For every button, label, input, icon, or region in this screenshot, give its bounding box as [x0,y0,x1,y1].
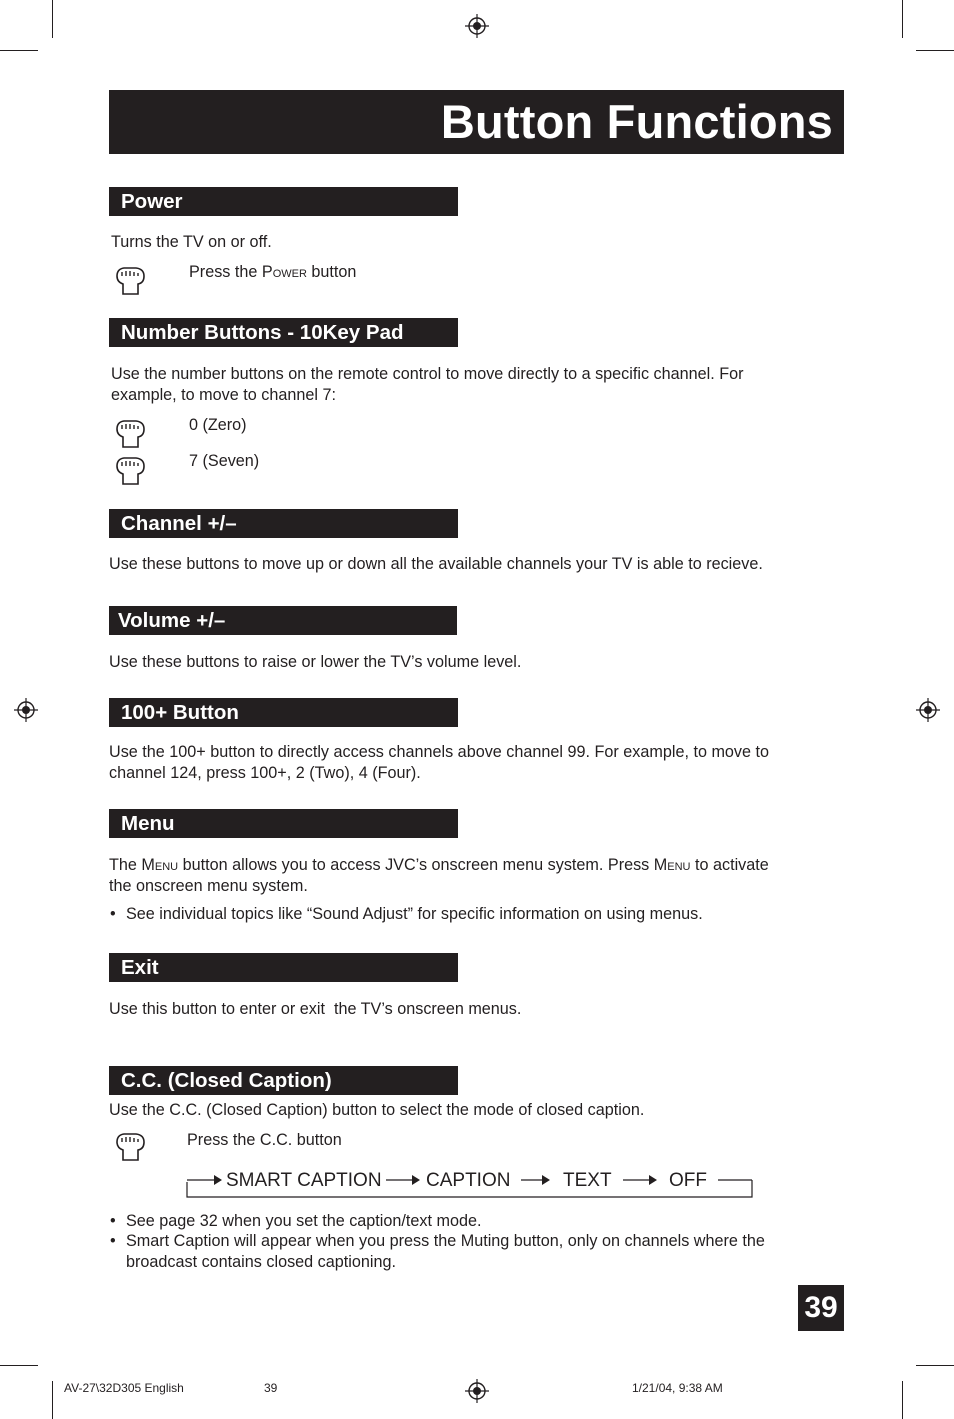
flow-step-caption: CAPTION [426,1170,511,1191]
power-step-post: button [306,263,357,281]
exit-description: Use this button to enter or exit the TV’s onscreen menus. [109,1000,522,1018]
footer-date: 1/21/04, 9:38 AM [632,1381,723,1395]
cc-bullet-2-line1: • Smart Caption will appear when you press the Muting button, only on channels where the [126,1231,765,1252]
number-step-seven: 7 (Seven) [189,452,260,470]
section-header-volume [109,606,457,635]
registration-mark-icon [465,14,489,38]
section-header-closed-caption [109,1066,458,1095]
flow-step-off: OFF [669,1170,707,1191]
section-header-menu [109,809,458,838]
section-title: Exit [121,956,159,979]
number-description-line1: Use the number buttons on the remote control to move directly to a specific channel. For [111,365,744,383]
power-button-name: Power [261,263,307,281]
section-title: Number Buttons - 10Key Pad [121,321,404,344]
page-number-badge [798,1285,844,1331]
flow-step-smart-caption: SMART CAPTION [226,1170,382,1191]
menu-description-line1 [109,855,769,876]
crop-mark [0,50,38,51]
crop-mark [52,1381,53,1419]
crop-mark [916,50,954,51]
cc-bullet-1: • See page 32 when you set the caption/text mode. [126,1211,481,1232]
registration-mark-icon [916,698,940,722]
cc-step: Press the C.C. button [187,1131,342,1149]
menu-text: button allows you to access JVC’s onscreen menu system. Press [178,856,654,874]
crop-mark [902,0,903,38]
menu-text: to activate [690,856,769,874]
menu-button-name: Menu [653,856,691,874]
pointing-finger-icon [114,1129,146,1163]
number-step-zero: 0 (Zero) [189,416,247,434]
section-title: Volume +/– [118,609,226,632]
section-header-power [109,187,458,216]
menu-bullet: • See individual topics like “Sound Adjust” for specific information on using menus. [126,904,703,925]
crop-mark [0,1365,38,1366]
menu-text: The [109,856,142,874]
pointing-finger-icon [114,263,146,297]
power-step-pre: Press the [189,263,262,281]
section-header-100-plus [109,698,458,727]
registration-mark-icon [14,698,38,722]
channel-description: Use these buttons to move up or down all the available channels your TV is able to recieve. [109,555,763,573]
crop-mark [916,1365,954,1366]
hundred-description-line2: channel 124, press 100+, 2 (Two), 4 (Four). [109,764,421,782]
crop-mark [52,0,53,38]
section-header-exit [109,953,458,982]
number-description-line2: example, to move to channel 7: [111,386,336,404]
crop-mark [902,1381,903,1419]
section-title: C.C. (Closed Caption) [121,1069,332,1092]
flow-step-text: TEXT [563,1170,612,1191]
page-title: Button Functions [440,95,833,148]
hundred-description-line1: Use the 100+ button to directly access channels above channel 99. For example, to move to [109,743,770,761]
cc-bullet-2-line2: broadcast contains closed captioning. [126,1253,396,1271]
menu-description-line2: the onscreen menu system. [109,877,308,895]
section-title: 100+ Button [121,701,239,724]
footer-page: 39 [264,1381,278,1395]
title-bar [109,90,844,154]
section-title: Power [121,190,183,213]
section-title: Channel +/– [121,512,237,535]
power-description: Turns the TV on or off. [111,233,272,251]
pointing-finger-icon [114,453,146,487]
registration-mark-icon [465,1379,489,1403]
power-step [189,262,356,283]
menu-button-name: Menu [141,856,179,874]
section-title: Menu [121,812,175,835]
section-header-channel [109,509,458,538]
page-number: 39 [804,1291,838,1324]
cc-description: Use the C.C. (Closed Caption) button to select the mode of closed caption. [109,1101,645,1119]
footer-file: AV-27\32D305 English [64,1381,184,1395]
pointing-finger-icon [114,416,146,450]
volume-description: Use these buttons to raise or lower the TV’s volume level. [109,653,522,671]
section-header-number-buttons [109,318,458,347]
